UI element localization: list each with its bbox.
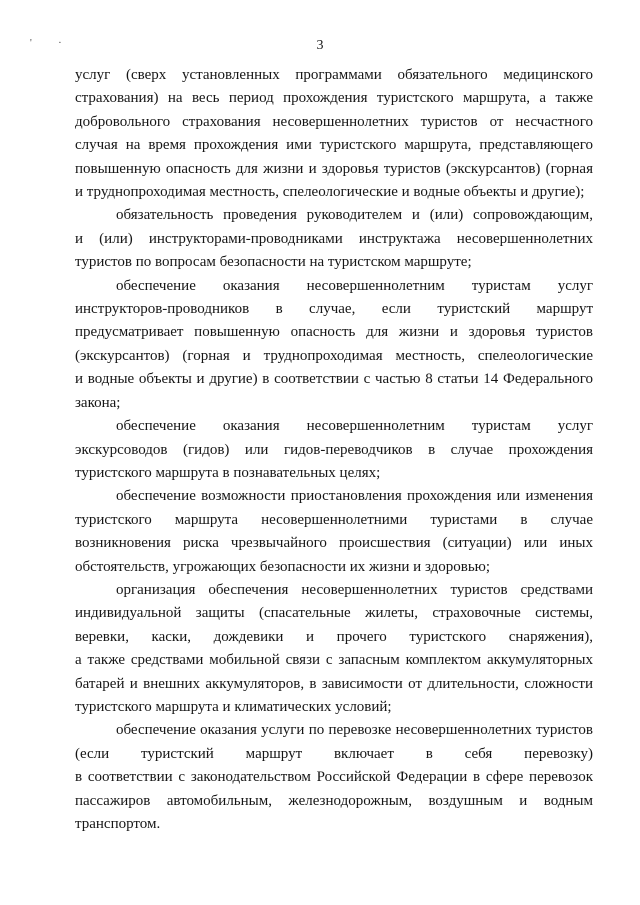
paragraph-medical-insurance	[75, 64, 593, 204]
text-line: туристского маршрута несовершеннолетними туристами в случае	[75, 511, 593, 528]
text-line: и водные объекты и другие) в соответствии с частью 8 статьи 14 Федерального	[75, 371, 593, 388]
text-line: в соответствии с законодательством Российской Федерации в сфере перевозок	[75, 769, 593, 786]
text-line: возникновения риска чрезвычайного происшествия (ситуации) или иных	[75, 535, 593, 552]
paragraph-transportation	[75, 719, 593, 836]
text-line: и (или) инструкторами-проводниками инструктажа несовершеннолетних	[75, 230, 593, 247]
text-line: пассажиров автомобильным, железнодорожным, воздушным и водным	[75, 792, 593, 809]
text-line: закона;	[75, 394, 121, 411]
text-line: повышенную опасность для жизни и здоровья туристов (экскурсантов) (горная	[75, 160, 593, 177]
text-line: а также средствами мобильной связи с запасным комплектом аккумуляторных	[75, 652, 593, 669]
text-line: и труднопроходимая местность, спелеологические и водные объекты и другие);	[75, 184, 585, 201]
paragraph-safety-briefing	[75, 204, 593, 274]
text-line: добровольного страхования несовершеннолетних туристов от несчастного	[75, 113, 593, 130]
text-line: батарей и внешних аккумуляторов, в зависимости от длительности, сложности	[75, 675, 593, 692]
page-number: 3	[316, 38, 324, 53]
document-body	[75, 64, 593, 836]
text-line: обязательность проведения руководителем и (или) сопровождающим,	[116, 207, 593, 224]
text-line: инструкторов-проводников в случае, если туристский маршрут	[75, 301, 593, 318]
text-line: страхования) на весь период прохождения туристского маршрута, а также	[75, 90, 593, 107]
paragraph-route-suspension	[75, 485, 593, 579]
text-line: экскурсоводов (гидов) или гидов-переводчиков в случае прохождения	[75, 441, 593, 458]
text-line: случая на время прохождения ими туристского маршрута, представляющего	[75, 137, 593, 154]
text-line: обеспечение оказания услуги по перевозке несовершеннолетних туристов	[116, 722, 593, 739]
text-line: туристского маршрута и климатических условий;	[75, 698, 392, 715]
text-line: (если туристский маршрут включает в себя перевозку)	[75, 745, 593, 762]
text-line: туристов по вопросам безопасности на туристском маршруте;	[75, 254, 472, 271]
scan-marks: ' ·	[30, 38, 74, 49]
paragraph-excursion-guides	[75, 415, 593, 485]
paragraph-protective-equipment	[75, 579, 593, 719]
text-line: предусматривает повышенную опасность для жизни и здоровья туристов	[75, 324, 593, 341]
text-line: индивидуальной защиты (спасательные жилеты, страховочные системы,	[75, 605, 593, 622]
text-line: веревки, каски, дождевики и прочего туристского снаряжения),	[75, 628, 593, 645]
paragraph-instructor-guides	[75, 275, 593, 415]
text-line: обстоятельств, угрожающих безопасности их жизни и здоровью;	[75, 558, 491, 575]
text-line: обеспечение оказания несовершеннолетним туристам услуг	[116, 418, 593, 435]
text-line: обеспечение оказания несовершеннолетним туристам услуг	[116, 277, 593, 294]
text-line: транспортом.	[75, 816, 161, 832]
text-line: туристского маршрута в познавательных целях;	[75, 464, 381, 481]
text-line: (экскурсантов) (горная и труднопроходимая местность, спелеологические	[75, 347, 593, 364]
text-line: услуг (сверх установленных программами обязательного медицинского	[75, 67, 593, 83]
text-line: обеспечение возможности приостановления прохождения или изменения	[116, 488, 593, 505]
text-line: организация обеспечения несовершеннолетних туристов средствами	[116, 581, 593, 598]
